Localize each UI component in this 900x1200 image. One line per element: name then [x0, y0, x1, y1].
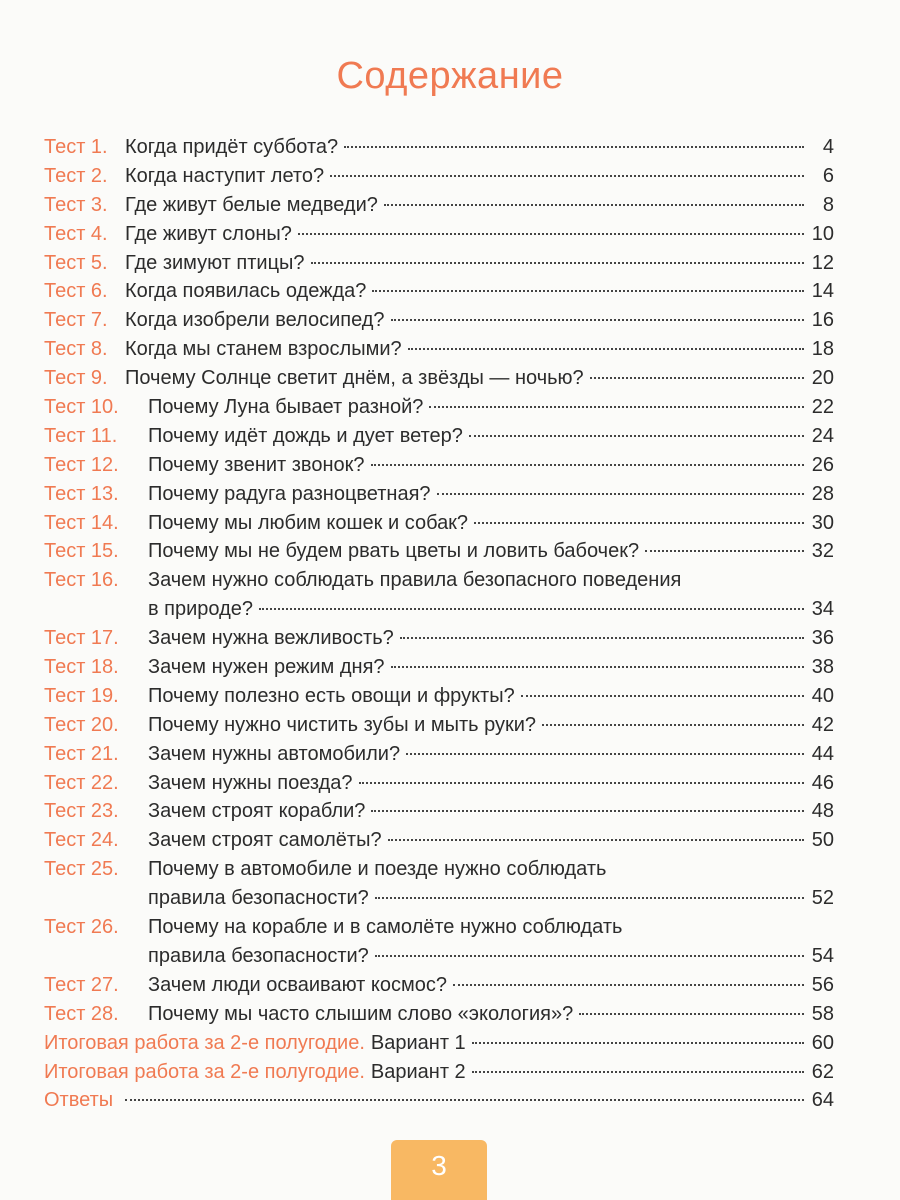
dot-leader	[453, 984, 804, 986]
entry-label: Тест 22.	[44, 771, 119, 794]
entry-title: Где зимуют птицы?	[125, 251, 305, 274]
entry-page-number: 48	[811, 800, 834, 823]
entry-label: Тест 4.	[44, 222, 108, 245]
toc-entry	[44, 451, 834, 480]
toc-entry	[44, 1086, 834, 1115]
entry-label: Тест 19.	[44, 684, 119, 707]
dot-leader	[429, 406, 804, 408]
toc-entry	[44, 220, 834, 249]
entry-title: Почему мы часто слышим слово «экология»?	[148, 1002, 574, 1025]
dot-leader	[391, 666, 804, 668]
toc-entry	[44, 393, 834, 422]
dot-leader	[645, 550, 804, 552]
toc-entry	[44, 566, 834, 595]
entry-title: Почему идёт дождь и дует ветер?	[148, 424, 463, 447]
entry-title: Когда мы станем взрослыми?	[125, 338, 402, 361]
entry-title: Почему в автомобиле и поезде нужно соблюдать	[148, 858, 607, 881]
entry-page-number: 4	[822, 136, 834, 158]
toc-entry	[44, 249, 834, 278]
entry-page-number: 40	[811, 684, 834, 707]
entry-label: Тест 14.	[44, 511, 119, 534]
entry-page-number: 38	[811, 656, 834, 679]
toc-entry	[44, 595, 834, 624]
entry-label: Тест 2.	[44, 164, 108, 187]
entry-label: Тест 26.	[44, 916, 119, 939]
entry-label: Тест 3.	[44, 193, 108, 216]
toc-entry	[44, 537, 834, 566]
entry-title: Где живут слоны?	[125, 222, 292, 245]
entry-title: Зачем люди осваивают космос?	[148, 973, 447, 996]
entry-title: Вариант 2	[370, 1060, 466, 1083]
dot-leader	[371, 464, 805, 466]
toc-entry	[44, 769, 834, 798]
toc-entry	[44, 1058, 834, 1087]
dot-leader	[391, 319, 804, 321]
dot-leader	[375, 955, 804, 957]
entry-page-number: 14	[811, 280, 834, 303]
dot-leader	[469, 435, 804, 437]
entry-title: Когда придёт суббота?	[125, 136, 339, 158]
entry-page-number: 50	[811, 829, 834, 852]
dot-leader	[311, 262, 804, 264]
toc-entry	[44, 335, 834, 364]
entry-page-number: 18	[811, 338, 834, 361]
toc-entry	[44, 855, 834, 884]
dot-leader	[298, 233, 804, 235]
toc-entry	[44, 971, 834, 1000]
entry-page-number: 60	[811, 1031, 834, 1054]
entry-title: Почему звенит звонок?	[148, 453, 365, 476]
entry-title: Зачем нужны автомобили?	[148, 742, 401, 765]
toc-entry	[44, 1029, 834, 1058]
entry-title: Почему Солнце светит днём, а звёзды — ночью?	[125, 367, 584, 390]
entry-page-number: 46	[811, 771, 834, 794]
entry-title: Зачем нужна вежливость?	[148, 627, 394, 650]
dot-leader	[542, 724, 804, 726]
entry-page-number: 30	[811, 511, 834, 534]
entry-label: Тест 24.	[44, 829, 119, 852]
entry-label: Тест 23.	[44, 800, 119, 823]
entry-page-number: 10	[811, 222, 834, 245]
entry-page-number: 8	[822, 193, 834, 216]
entry-page-number: 22	[811, 396, 834, 419]
entry-label: Тест 27.	[44, 973, 119, 996]
entry-title: Зачем нужен режим дня?	[148, 656, 385, 679]
entry-label: Тест 7.	[44, 309, 108, 332]
toc-entry	[44, 133, 834, 162]
toc-entry	[44, 942, 834, 971]
entry-label: Итоговая работа за 2-е полугодие.	[44, 1031, 365, 1054]
entry-label: Тест 10.	[44, 396, 119, 419]
entry-label: Итоговая работа за 2-е полугодие.	[44, 1060, 365, 1083]
toc-entry	[44, 682, 834, 711]
page-title: Содержание	[336, 55, 564, 97]
dot-leader	[125, 1099, 804, 1101]
entry-page-number: 24	[811, 424, 834, 447]
entry-page-number: 6	[822, 164, 834, 187]
dot-leader	[521, 695, 804, 697]
dot-leader	[372, 290, 804, 292]
entry-page-number: 52	[811, 887, 834, 910]
table-of-contents	[44, 133, 834, 1115]
toc-entry	[44, 191, 834, 220]
entry-title: Почему на корабле и в самолёте нужно соблюдать	[148, 916, 623, 939]
dot-leader	[371, 810, 804, 812]
entry-label: Тест 18.	[44, 656, 119, 679]
entry-label: Тест 20.	[44, 713, 119, 736]
toc-entry	[44, 797, 834, 826]
toc-entry	[44, 1000, 834, 1029]
entry-title: Когда наступит лето?	[125, 164, 325, 187]
entry-title: Вариант 1	[370, 1031, 466, 1054]
entry-title: в природе?	[148, 598, 254, 621]
entry-page-number: 44	[811, 742, 834, 765]
entry-title: Зачем строят самолёты?	[148, 829, 382, 852]
entry-page-number: 34	[811, 598, 834, 621]
entry-page-number: 58	[811, 1002, 834, 1025]
toc-entry	[44, 624, 834, 653]
entry-title: Зачем нужны поезда?	[148, 771, 353, 794]
entry-title: Почему мы любим кошек и собак?	[148, 511, 469, 534]
toc-entry	[44, 711, 834, 740]
entry-page-number: 54	[811, 944, 834, 967]
entry-page-number: 62	[811, 1060, 834, 1083]
toc-entry	[44, 480, 834, 509]
entry-title: правила безопасности?	[148, 944, 369, 967]
entry-page-number: 20	[811, 367, 834, 390]
toc-entry	[44, 509, 834, 538]
entry-label: Тест 15.	[44, 540, 119, 563]
dot-leader	[384, 204, 804, 206]
dot-leader	[579, 1013, 804, 1015]
entry-title: Почему радуга разноцветная?	[148, 482, 431, 505]
entry-label: Тест 21.	[44, 742, 119, 765]
entry-label: Тест 9.	[44, 367, 108, 390]
entry-label: Ответы	[44, 1089, 114, 1112]
toc-entry	[44, 884, 834, 913]
dot-leader	[408, 348, 804, 350]
entry-title: Зачем строят корабли?	[148, 800, 366, 823]
toc-entry	[44, 913, 834, 942]
entry-page-number: 16	[811, 309, 834, 332]
entry-label: Тест 8.	[44, 338, 108, 361]
entry-page-number: 64	[811, 1089, 834, 1112]
entry-label: Тест 5.	[44, 251, 108, 274]
toc-entry	[44, 364, 834, 393]
entry-label: Тест 11.	[44, 424, 118, 447]
dot-leader	[437, 493, 804, 495]
entry-label: Тест 12.	[44, 453, 119, 476]
entry-title: Почему Луна бывает разной?	[148, 396, 424, 419]
entry-label: Тест 28.	[44, 1002, 119, 1025]
toc-entry	[44, 277, 834, 306]
toc-entry	[44, 162, 834, 191]
toc-entry	[44, 826, 834, 855]
toc-entry	[44, 740, 834, 769]
entry-title: Когда появилась одежда?	[125, 280, 367, 303]
entry-page-number: 56	[811, 973, 834, 996]
toc-entry	[44, 653, 834, 682]
entry-page-number: 26	[811, 453, 834, 476]
entry-title: Зачем нужно соблюдать правила безопасного поведения	[148, 569, 682, 592]
entry-page-number: 32	[811, 540, 834, 563]
entry-page-number: 36	[811, 627, 834, 650]
dot-leader	[375, 897, 804, 899]
entry-title: Почему мы не будем рвать цветы и ловить бабочек?	[148, 540, 640, 563]
dot-leader	[330, 175, 804, 177]
entry-title: правила безопасности?	[148, 887, 369, 910]
dot-leader	[590, 377, 804, 379]
entry-label: Тест 13.	[44, 482, 119, 505]
entry-title: Почему полезно есть овощи и фрукты?	[148, 684, 515, 707]
toc-entry	[44, 306, 834, 335]
entry-page-number: 28	[811, 482, 834, 505]
dot-leader	[400, 637, 804, 639]
dot-leader	[406, 753, 804, 755]
entry-label: Тест 6.	[44, 280, 108, 303]
entry-page-number: 12	[811, 251, 834, 274]
toc-entry	[44, 422, 834, 451]
entry-title: Когда изобрели велосипед?	[125, 309, 385, 332]
entry-label: Тест 17.	[44, 627, 119, 650]
entry-title: Где живут белые медведи?	[125, 193, 378, 216]
dot-leader	[259, 608, 804, 610]
entry-page-number: 42	[811, 713, 834, 736]
entry-label: Тест 1.	[44, 136, 108, 158]
dot-leader	[474, 522, 804, 524]
entry-label: Тест 25.	[44, 858, 119, 881]
entry-title: Почему нужно чистить зубы и мыть руки?	[148, 713, 537, 736]
dot-leader	[472, 1071, 804, 1073]
dot-leader	[344, 146, 804, 148]
dot-leader	[359, 782, 804, 784]
dot-leader	[388, 839, 804, 841]
entry-label: Тест 16.	[44, 569, 119, 592]
dot-leader	[472, 1042, 804, 1044]
page-number: 3	[391, 1140, 487, 1200]
